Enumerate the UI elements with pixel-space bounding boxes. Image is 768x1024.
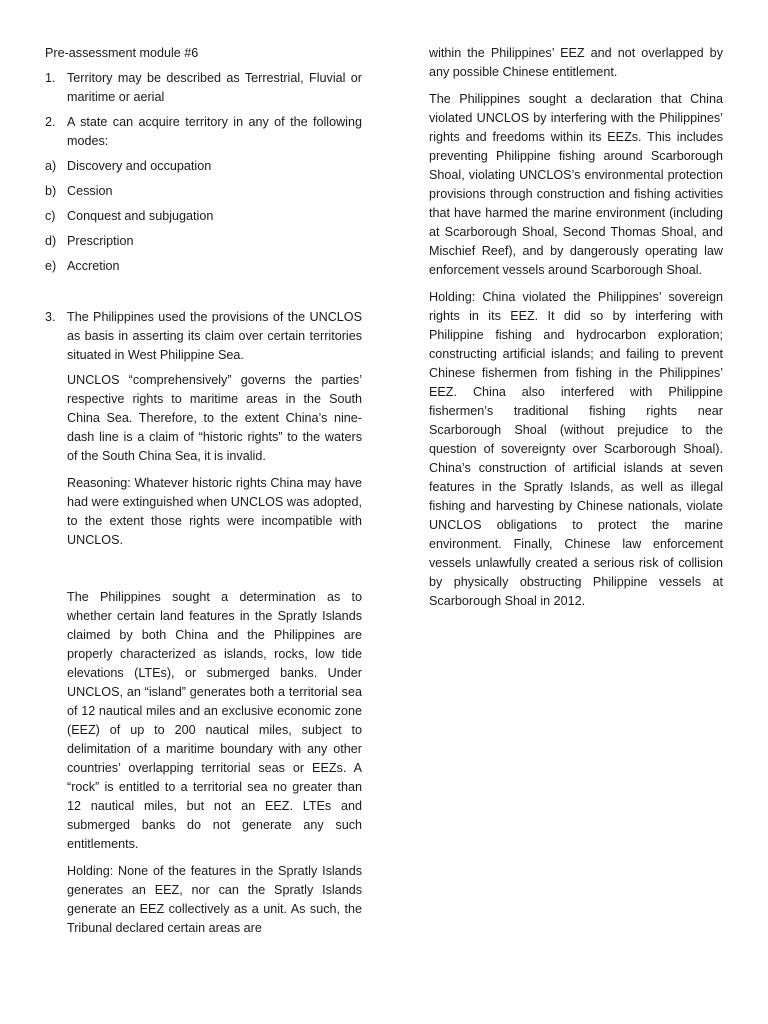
option-letter: c) bbox=[45, 209, 56, 223]
determination-paragraph: The Philippines sought a determination as to whether certain land features in the Spratly Islands claimed by both China and the Philippines are properly characterized as islands, rocks, low tide elevations (LTEs), or submerged banks. Under UNCLOS, an “island” generates both a territorial sea of 12 nautical miles and an exclusive economic zone (EEZ) of up to 200 nautical miles, subject to delimitation of a maritime boundary with any other countries’ overlapping territorial seas or EEZs. A “rock” is entitled to a territorial sea no greater than 12 nautical miles, but not an EEZ. LTEs and submerged banks do not generate any such entitlements. bbox=[67, 590, 362, 851]
question-3-text: The Philippines used the provisions of the UNCLOS as basis in asserting its claim over certain territories situated in West Philippine Sea. bbox=[67, 310, 362, 362]
option-text: Cession bbox=[67, 184, 113, 198]
question-2 bbox=[45, 113, 362, 151]
option-c bbox=[45, 207, 362, 226]
reasoning-paragraph: Reasoning: Whatever historic rights China may have had were extinguished when UNCLOS was adopted, to the extent those rights were incompatible with UNCLOS. bbox=[67, 476, 362, 547]
option-text: Prescription bbox=[67, 234, 134, 248]
question-3 bbox=[45, 308, 362, 365]
option-text: Accretion bbox=[67, 259, 120, 273]
question-1 bbox=[45, 69, 362, 107]
question-1-number: 1. bbox=[45, 71, 56, 85]
option-d bbox=[45, 232, 362, 251]
question-2-text: A state can acquire territory in any of the following modes: bbox=[67, 115, 362, 148]
question-2-number: 2. bbox=[45, 115, 56, 129]
unclos-paragraph: UNCLOS “comprehensively” governs the parties’ respective rights to maritime areas in the South China Sea. Therefore, to the extent China’s nine-dash line is a claim of “historic rights” to the waters of the South China Sea, it is invalid. bbox=[67, 373, 362, 463]
option-b bbox=[45, 182, 362, 201]
left-column bbox=[45, 44, 362, 946]
eez-continuation-paragraph: within the Philippines’ EEZ and not overlapped by any possible Chinese entitlement. bbox=[429, 46, 723, 79]
right-column bbox=[429, 44, 723, 619]
holding-paragraph-2: Holding: China violated the Philippines’ sovereign rights in its EEZ. It did so by interfering with Philippine fishing and hydrocarbon exploration; constructing artificial islands; and failing to prevent Chinese fishermen from fishing in the Philippines’ EEZ. China also interfered with Philippine fishermen’s traditional fishing rights near Scarborough Shoal (without prejudice to the question of sovereignty over Scarborough Shoal). China’s construction of artificial islands at seven features in the Spratly Islands, as well as illegal fishing and harvesting by Chinese nationals, violate UNCLOS obligations to protect the marine environment. Finally, Chinese law enforcement vessels unlawfully created a serious risk of collision by physically obstructing Philippine vessels at Scarborough Shoal in 2012. bbox=[429, 290, 723, 608]
option-e bbox=[45, 257, 362, 276]
spacer bbox=[45, 558, 362, 588]
question-1-text: Territory may be described as Terrestrial, Fluvial or maritime or aerial bbox=[67, 71, 362, 104]
option-text: Conquest and subjugation bbox=[67, 209, 214, 223]
option-text: Discovery and occupation bbox=[67, 159, 212, 173]
holding-paragraph-1: Holding: None of the features in the Spratly Islands generates an EEZ, nor can the Spratly Islands generate an EEZ collectively as a unit. As such, the Tribunal declared certain areas are bbox=[67, 864, 362, 935]
option-letter: d) bbox=[45, 234, 57, 248]
declaration-paragraph: The Philippines sought a declaration that China violated UNCLOS by interfering with the Philippines’ rights and freedoms within its EEZs. This includes preventing Philippine fishing around Scarborough Shoal, violating UNCLOS’s environmental protection provisions through construction and fishing activities that have harmed the marine environment (including at Scarborough Shoal, Second Thomas Shoal, and Mischief Reef), and by dangerously operating law enforcement vessels around Scarborough Shoal. bbox=[429, 92, 723, 277]
option-letter: a) bbox=[45, 159, 57, 173]
option-letter: e) bbox=[45, 259, 57, 273]
question-3-number: 3. bbox=[45, 310, 56, 324]
module-title: Pre-assessment module #6 bbox=[45, 46, 199, 60]
spacer bbox=[45, 282, 362, 308]
option-a bbox=[45, 157, 362, 176]
option-letter: b) bbox=[45, 184, 57, 198]
